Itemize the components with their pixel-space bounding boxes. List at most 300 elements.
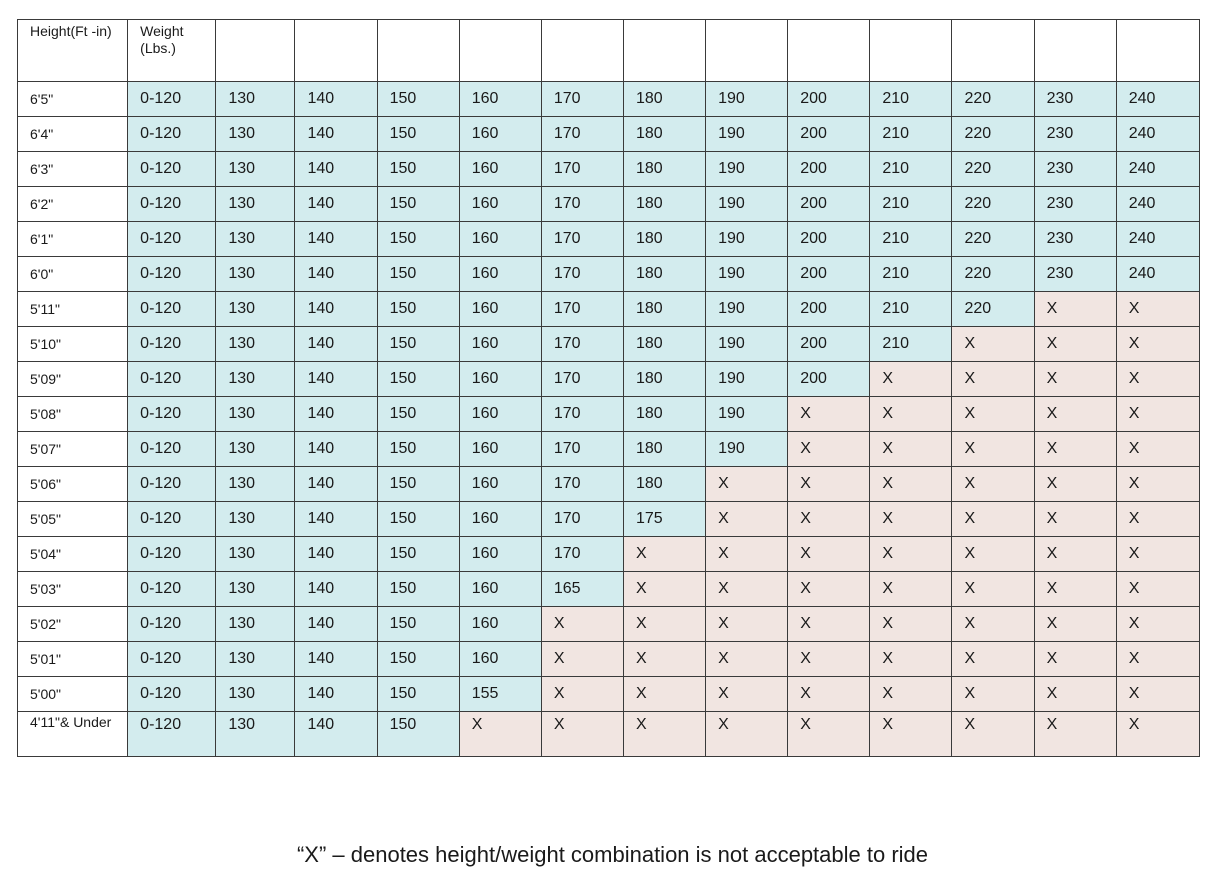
weight-cell: 140 (295, 362, 377, 397)
table-row (18, 82, 1200, 117)
height-cell: 5'02" (18, 607, 128, 642)
not-acceptable-cell: X (1116, 397, 1199, 432)
weight-cell: 150 (377, 362, 459, 397)
weight-cell: 150 (377, 327, 459, 362)
weight-cell: 180 (623, 292, 705, 327)
not-acceptable-cell: X (623, 572, 705, 607)
not-acceptable-cell: X (1034, 537, 1116, 572)
weight-cell: 180 (623, 397, 705, 432)
not-acceptable-cell: X (1034, 677, 1116, 712)
header-cell (216, 20, 295, 82)
weight-cell: 130 (216, 292, 295, 327)
weight-cell: 170 (541, 187, 623, 222)
weight-cell: 150 (377, 607, 459, 642)
weight-cell: 160 (459, 397, 541, 432)
not-acceptable-cell: X (870, 572, 952, 607)
weight-cell: 0-120 (128, 82, 216, 117)
weight-cell: 220 (952, 187, 1034, 222)
not-acceptable-cell: X (1034, 712, 1116, 757)
weight-cell: 200 (788, 152, 870, 187)
not-acceptable-cell: X (1034, 397, 1116, 432)
weight-cell: 130 (216, 467, 295, 502)
not-acceptable-cell: X (870, 712, 952, 757)
weight-cell: 130 (216, 572, 295, 607)
weight-cell: 0-120 (128, 502, 216, 537)
weight-cell: 190 (706, 187, 788, 222)
weight-cell: 170 (541, 222, 623, 257)
weight-cell: 180 (623, 82, 705, 117)
weight-cell: 180 (623, 257, 705, 292)
weight-cell: 240 (1116, 117, 1199, 152)
weight-cell: 200 (788, 257, 870, 292)
weight-cell: 0-120 (128, 397, 216, 432)
weight-cell: 175 (623, 502, 705, 537)
weight-cell: 180 (623, 152, 705, 187)
height-column-header: Height(Ft -in) (18, 20, 128, 82)
weight-cell: 130 (216, 607, 295, 642)
weight-cell: 180 (623, 432, 705, 467)
not-acceptable-cell: X (1034, 502, 1116, 537)
weight-cell: 170 (541, 82, 623, 117)
weight-cell: 220 (952, 152, 1034, 187)
not-acceptable-cell: X (1034, 327, 1116, 362)
weight-cell: 190 (706, 257, 788, 292)
weight-cell: 140 (295, 117, 377, 152)
table-row (18, 152, 1200, 187)
not-acceptable-cell: X (788, 397, 870, 432)
weight-cell: 160 (459, 642, 541, 677)
weight-cell: 0-120 (128, 152, 216, 187)
weight-cell: 140 (295, 222, 377, 257)
not-acceptable-cell: X (623, 642, 705, 677)
weight-cell: 0-120 (128, 572, 216, 607)
weight-cell: 190 (706, 292, 788, 327)
weight-cell: 160 (459, 222, 541, 257)
not-acceptable-cell: X (1034, 292, 1116, 327)
weight-cell: 0-120 (128, 432, 216, 467)
weight-cell: 170 (541, 152, 623, 187)
not-acceptable-cell: X (952, 572, 1034, 607)
weight-cell: 170 (541, 257, 623, 292)
weight-cell: 0-120 (128, 257, 216, 292)
not-acceptable-cell: X (952, 677, 1034, 712)
weight-cell: 140 (295, 537, 377, 572)
header-cell (459, 20, 541, 82)
weight-cell: 190 (706, 222, 788, 257)
weight-cell: 210 (870, 257, 952, 292)
weight-cell: 190 (706, 82, 788, 117)
weight-cell: 160 (459, 82, 541, 117)
height-cell: 5'11" (18, 292, 128, 327)
weight-cell: 140 (295, 467, 377, 502)
not-acceptable-cell: X (952, 397, 1034, 432)
height-cell: 6'5" (18, 82, 128, 117)
not-acceptable-cell: X (1034, 642, 1116, 677)
weight-cell: 220 (952, 257, 1034, 292)
height-cell: 5'00" (18, 677, 128, 712)
weight-cell: 170 (541, 292, 623, 327)
header-cell (1116, 20, 1199, 82)
header-cell (788, 20, 870, 82)
header-cell (870, 20, 952, 82)
not-acceptable-cell: X (788, 572, 870, 607)
weight-cell: 190 (706, 362, 788, 397)
not-acceptable-cell: X (706, 677, 788, 712)
weight-cell: 0-120 (128, 117, 216, 152)
weight-cell: 200 (788, 82, 870, 117)
not-acceptable-cell: X (623, 677, 705, 712)
not-acceptable-cell: X (706, 642, 788, 677)
header-cell (541, 20, 623, 82)
height-cell: 5'03" (18, 572, 128, 607)
not-acceptable-cell: X (1116, 712, 1199, 757)
weight-cell: 130 (216, 502, 295, 537)
not-acceptable-cell: X (870, 432, 952, 467)
height-cell: 5'08" (18, 397, 128, 432)
weight-cell: 0-120 (128, 187, 216, 222)
weight-cell: 165 (541, 572, 623, 607)
weight-cell: 210 (870, 222, 952, 257)
table-row (18, 187, 1200, 222)
not-acceptable-cell: X (623, 607, 705, 642)
not-acceptable-cell: X (952, 712, 1034, 757)
weight-cell: 210 (870, 292, 952, 327)
table-row (18, 432, 1200, 467)
not-acceptable-cell: X (952, 467, 1034, 502)
table-row (18, 117, 1200, 152)
weight-cell: 220 (952, 82, 1034, 117)
weight-cell: 170 (541, 327, 623, 362)
weight-cell: 150 (377, 432, 459, 467)
weight-cell: 210 (870, 82, 952, 117)
table-row (18, 712, 1200, 757)
weight-cell: 170 (541, 502, 623, 537)
not-acceptable-cell: X (459, 712, 541, 757)
weight-cell: 130 (216, 222, 295, 257)
not-acceptable-cell: X (1116, 677, 1199, 712)
weight-cell: 200 (788, 362, 870, 397)
weight-cell: 130 (216, 257, 295, 292)
not-acceptable-cell: X (870, 677, 952, 712)
height-cell: 5'10" (18, 327, 128, 362)
weight-cell: 140 (295, 502, 377, 537)
weight-cell: 230 (1034, 152, 1116, 187)
not-acceptable-cell: X (788, 502, 870, 537)
table-row (18, 642, 1200, 677)
weight-cell: 0-120 (128, 292, 216, 327)
weight-cell: 190 (706, 117, 788, 152)
weight-cell: 210 (870, 152, 952, 187)
table-row (18, 537, 1200, 572)
not-acceptable-cell: X (1116, 572, 1199, 607)
not-acceptable-cell: X (952, 537, 1034, 572)
weight-cell: 140 (295, 397, 377, 432)
weight-cell: 180 (623, 117, 705, 152)
weight-cell: 220 (952, 117, 1034, 152)
header-cell (377, 20, 459, 82)
weight-cell: 170 (541, 362, 623, 397)
height-weight-table (17, 19, 1200, 757)
weight-cell: 200 (788, 187, 870, 222)
not-acceptable-cell: X (623, 537, 705, 572)
not-acceptable-cell: X (788, 677, 870, 712)
table-row (18, 677, 1200, 712)
not-acceptable-cell: X (870, 397, 952, 432)
weight-cell: 130 (216, 327, 295, 362)
not-acceptable-cell: X (952, 362, 1034, 397)
weight-cell: 180 (623, 467, 705, 502)
weight-cell: 160 (459, 187, 541, 222)
weight-cell: 170 (541, 467, 623, 502)
not-acceptable-cell: X (706, 607, 788, 642)
weight-cell: 130 (216, 117, 295, 152)
not-acceptable-cell: X (788, 642, 870, 677)
weight-cell: 150 (377, 117, 459, 152)
not-acceptable-cell: X (952, 502, 1034, 537)
weight-cell: 150 (377, 537, 459, 572)
not-acceptable-cell: X (788, 712, 870, 757)
weight-cell: 0-120 (128, 222, 216, 257)
weight-cell: 155 (459, 677, 541, 712)
weight-cell: 140 (295, 642, 377, 677)
weight-cell: 150 (377, 677, 459, 712)
not-acceptable-cell: X (541, 677, 623, 712)
weight-cell: 170 (541, 432, 623, 467)
weight-cell: 0-120 (128, 607, 216, 642)
weight-cell: 0-120 (128, 642, 216, 677)
weight-cell: 140 (295, 292, 377, 327)
weight-cell: 200 (788, 327, 870, 362)
height-cell: 5'05" (18, 502, 128, 537)
table-row (18, 362, 1200, 397)
weight-cell: 160 (459, 117, 541, 152)
weight-cell: 200 (788, 292, 870, 327)
weight-cell: 140 (295, 82, 377, 117)
not-acceptable-cell: X (706, 537, 788, 572)
weight-cell: 130 (216, 152, 295, 187)
weight-cell: 160 (459, 152, 541, 187)
height-cell: 6'4" (18, 117, 128, 152)
height-cell: 6'3" (18, 152, 128, 187)
weight-cell: 140 (295, 152, 377, 187)
weight-cell: 220 (952, 222, 1034, 257)
table-body (18, 20, 1200, 757)
table-row (18, 397, 1200, 432)
height-cell: 6'1" (18, 222, 128, 257)
footnote: “X” – denotes height/weight combination is not acceptable to ride (296, 842, 929, 867)
not-acceptable-cell: X (870, 467, 952, 502)
not-acceptable-cell: X (1034, 362, 1116, 397)
weight-cell: 130 (216, 642, 295, 677)
weight-cell: 150 (377, 572, 459, 607)
weight-cell: 150 (377, 502, 459, 537)
weight-cell: 180 (623, 362, 705, 397)
weight-cell: 230 (1034, 187, 1116, 222)
not-acceptable-cell: X (706, 502, 788, 537)
not-acceptable-cell: X (706, 467, 788, 502)
weight-cell: 160 (459, 257, 541, 292)
not-acceptable-cell: X (1034, 467, 1116, 502)
not-acceptable-cell: X (870, 537, 952, 572)
weight-cell: 140 (295, 432, 377, 467)
height-cell: 6'2" (18, 187, 128, 222)
not-acceptable-cell: X (1116, 432, 1199, 467)
weight-cell: 0-120 (128, 677, 216, 712)
weight-cell: 180 (623, 187, 705, 222)
not-acceptable-cell: X (952, 327, 1034, 362)
weight-cell: 190 (706, 152, 788, 187)
weight-cell: 240 (1116, 152, 1199, 187)
weight-cell: 130 (216, 537, 295, 572)
table-row (18, 257, 1200, 292)
weight-cell: 0-120 (128, 467, 216, 502)
not-acceptable-cell: X (1034, 432, 1116, 467)
weight-cell: 130 (216, 677, 295, 712)
not-acceptable-cell: X (788, 432, 870, 467)
weight-cell: 140 (295, 572, 377, 607)
not-acceptable-cell: X (952, 642, 1034, 677)
weight-cell: 190 (706, 397, 788, 432)
weight-cell: 160 (459, 502, 541, 537)
weight-cell: 160 (459, 572, 541, 607)
weight-cell: 150 (377, 397, 459, 432)
weight-cell: 150 (377, 187, 459, 222)
not-acceptable-cell: X (870, 502, 952, 537)
weight-cell: 130 (216, 397, 295, 432)
weight-cell: 160 (459, 327, 541, 362)
weight-cell: 160 (459, 432, 541, 467)
table-row (18, 607, 1200, 642)
weight-cell: 140 (295, 187, 377, 222)
weight-cell: 240 (1116, 257, 1199, 292)
not-acceptable-cell: X (788, 537, 870, 572)
not-acceptable-cell: X (1116, 292, 1199, 327)
weight-cell: 150 (377, 642, 459, 677)
weight-cell: 180 (623, 327, 705, 362)
weight-cell: 190 (706, 327, 788, 362)
weight-cell: 160 (459, 292, 541, 327)
weight-cell: 230 (1034, 222, 1116, 257)
weight-cell: 230 (1034, 117, 1116, 152)
not-acceptable-cell: X (1116, 362, 1199, 397)
not-acceptable-cell: X (623, 712, 705, 757)
not-acceptable-cell: X (1116, 607, 1199, 642)
weight-cell: 170 (541, 537, 623, 572)
not-acceptable-cell: X (541, 712, 623, 757)
weight-cell: 140 (295, 327, 377, 362)
not-acceptable-cell: X (1116, 642, 1199, 677)
weight-cell: 220 (952, 292, 1034, 327)
weight-cell: 140 (295, 257, 377, 292)
header-cell (706, 20, 788, 82)
weight-cell: 150 (377, 257, 459, 292)
not-acceptable-cell: X (870, 642, 952, 677)
weight-cell: 230 (1034, 82, 1116, 117)
height-cell: 5'01" (18, 642, 128, 677)
not-acceptable-cell: X (1034, 572, 1116, 607)
weight-cell: 200 (788, 222, 870, 257)
not-acceptable-cell: X (541, 642, 623, 677)
table-row (18, 502, 1200, 537)
weight-column-header: Weight (Lbs.) (128, 20, 216, 82)
weight-cell: 160 (459, 362, 541, 397)
weight-cell: 190 (706, 432, 788, 467)
weight-cell: 170 (541, 397, 623, 432)
not-acceptable-cell: X (1116, 502, 1199, 537)
height-cell: 4'11"& Under (18, 712, 128, 757)
weight-cell: 130 (216, 712, 295, 757)
weight-cell: 150 (377, 82, 459, 117)
weight-cell: 240 (1116, 82, 1199, 117)
weight-cell: 240 (1116, 222, 1199, 257)
header-cell (1034, 20, 1116, 82)
weight-cell: 0-120 (128, 537, 216, 572)
header-cell (623, 20, 705, 82)
weight-cell: 0-120 (128, 327, 216, 362)
not-acceptable-cell: X (1116, 537, 1199, 572)
weight-cell: 130 (216, 362, 295, 397)
not-acceptable-cell: X (706, 712, 788, 757)
weight-cell: 170 (541, 117, 623, 152)
weight-cell: 150 (377, 222, 459, 257)
table-row (18, 327, 1200, 362)
weight-cell: 210 (870, 117, 952, 152)
weight-cell: 150 (377, 712, 459, 757)
weight-cell: 180 (623, 222, 705, 257)
weight-cell: 140 (295, 607, 377, 642)
height-cell: 5'04" (18, 537, 128, 572)
table-row (18, 572, 1200, 607)
weight-cell: 150 (377, 292, 459, 327)
not-acceptable-cell: X (541, 607, 623, 642)
not-acceptable-cell: X (1034, 607, 1116, 642)
not-acceptable-cell: X (788, 607, 870, 642)
not-acceptable-cell: X (1116, 467, 1199, 502)
not-acceptable-cell: X (870, 362, 952, 397)
header-cell (295, 20, 377, 82)
height-cell: 5'07" (18, 432, 128, 467)
header-cell (952, 20, 1034, 82)
weight-cell: 130 (216, 432, 295, 467)
weight-cell: 150 (377, 467, 459, 502)
height-cell: 5'06" (18, 467, 128, 502)
not-acceptable-cell: X (706, 572, 788, 607)
weight-cell: 140 (295, 712, 377, 757)
weight-cell: 150 (377, 152, 459, 187)
weight-cell: 210 (870, 327, 952, 362)
weight-cell: 210 (870, 187, 952, 222)
weight-cell: 200 (788, 117, 870, 152)
weight-cell: 130 (216, 82, 295, 117)
not-acceptable-cell: X (788, 467, 870, 502)
weight-cell: 160 (459, 467, 541, 502)
height-cell: 6'0" (18, 257, 128, 292)
weight-cell: 240 (1116, 187, 1199, 222)
table-row (18, 467, 1200, 502)
not-acceptable-cell: X (870, 607, 952, 642)
weight-cell: 230 (1034, 257, 1116, 292)
not-acceptable-cell: X (952, 607, 1034, 642)
header-row (18, 20, 1200, 82)
weight-cell: 130 (216, 187, 295, 222)
height-cell: 5'09" (18, 362, 128, 397)
weight-cell: 0-120 (128, 362, 216, 397)
not-acceptable-cell: X (1116, 327, 1199, 362)
weight-cell: 160 (459, 607, 541, 642)
table-row (18, 222, 1200, 257)
table-row (18, 292, 1200, 327)
weight-cell: 140 (295, 677, 377, 712)
